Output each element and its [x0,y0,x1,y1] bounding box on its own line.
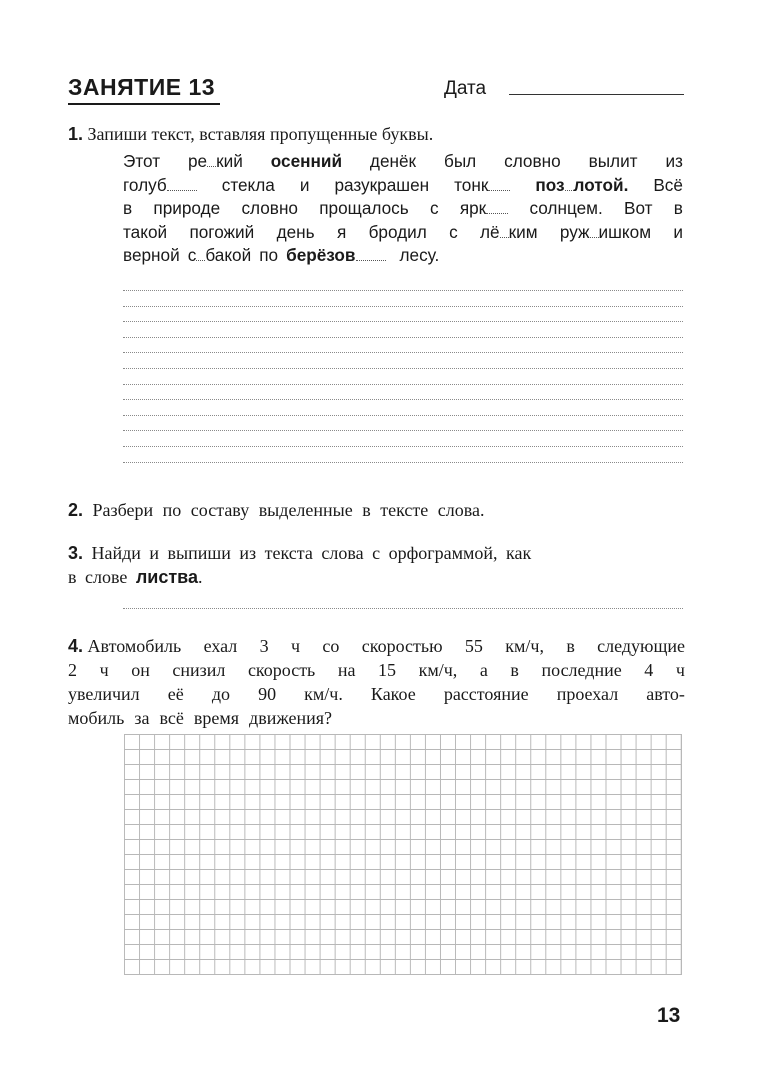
task-number: 1. [68,124,84,144]
exercise-passage [123,150,683,268]
writing-line[interactable] [123,399,683,400]
page-header [68,72,688,108]
word: природе [153,198,221,218]
task-3 [68,541,685,589]
word: такой [123,221,168,242]
word: погожий [189,221,255,242]
word: Вот [624,198,653,218]
answer-line[interactable] [123,608,683,609]
task-line: 4. Автомобиль ехал 3 ч со скоростью 55 км/ч, в следующие [68,636,685,656]
highlighted-word: поз лотой. [535,174,629,195]
writing-line[interactable] [123,462,683,463]
word: словно [241,198,298,218]
word-with-gap: тонк [454,174,510,198]
word: стекла [221,174,275,195]
word-with-gap: голуб [123,174,197,198]
word: Этот [123,151,161,171]
word-with-gap: ре кий [187,151,243,171]
writing-line[interactable] [123,384,683,385]
task-1 [68,122,685,146]
writing-line[interactable] [123,306,683,307]
word-with-gap: руж ишком [559,221,652,242]
passage-line [123,150,683,174]
word: в [123,198,133,218]
task-text: Найди и выпиши из текста слова с орфограммой, как [91,543,532,563]
highlighted-word: берёзов [286,244,385,268]
punctuation: . [198,567,203,587]
word: из [665,151,683,171]
word: день [276,221,315,242]
word-with-gap: лё ким [480,221,538,242]
word: с [449,221,458,242]
passage-line [123,244,683,268]
word: прощалось [319,198,409,218]
writing-line[interactable] [123,415,683,416]
highlighted-word: осенний [270,151,343,171]
title-underline [68,103,220,105]
graph-paper-area[interactable] [124,734,682,975]
word: разукрашен [334,174,430,195]
task-line [68,541,685,565]
task-text: Разбери по составу выделенные в тексте слова. [92,500,485,520]
writing-lines[interactable] [123,290,683,477]
task-line [68,565,685,589]
task-line: увеличил её до 90 км/ч. Какое расстояние проехал авто- [68,684,685,704]
word: был [443,151,477,171]
word: с [429,198,439,218]
word: по [259,245,279,265]
word: солнцем. [529,198,603,218]
passage-line [123,174,683,198]
word: в [673,198,683,218]
word: денёк [369,151,417,171]
writing-line[interactable] [123,290,683,291]
word: лесу. [399,245,440,265]
word: я [336,221,347,242]
writing-line[interactable] [123,446,683,447]
task-number: 4. [68,636,84,656]
lesson-title: ЗАНЯТИЕ 13 [68,74,216,100]
word: словно [504,151,561,171]
writing-line[interactable] [123,337,683,338]
word-with-gap: ярк [460,197,508,221]
word: и [299,174,310,195]
word: верной [123,245,180,265]
writing-line[interactable] [123,321,683,322]
writing-line[interactable] [123,352,683,353]
word: вылит [588,151,638,171]
task-instruction: Запиши текст, вставляя пропущенные буквы. [87,124,434,144]
writing-line[interactable] [123,368,683,369]
task-line: мобиль за всё время движения? [68,708,333,728]
task-line: 2 ч он снизил скорость на 15 км/ч, а в последние 4 ч [68,660,685,680]
passage-line [123,221,683,245]
word: Всё [653,174,683,195]
page-number: 13 [657,1004,681,1027]
word: бродил [368,221,427,242]
task-2 [68,498,685,522]
passage-line [123,197,683,221]
date-field[interactable] [509,94,684,95]
task-number: 2. [68,500,84,520]
task-4 [68,634,685,730]
word: и [673,221,683,242]
keyword: листва [135,567,199,587]
task-text: в слове [68,567,128,587]
writing-line[interactable] [123,430,683,431]
task-number: 3. [68,543,84,563]
date-label: Дата [444,78,487,99]
word-with-gap: с бакой [187,245,252,265]
